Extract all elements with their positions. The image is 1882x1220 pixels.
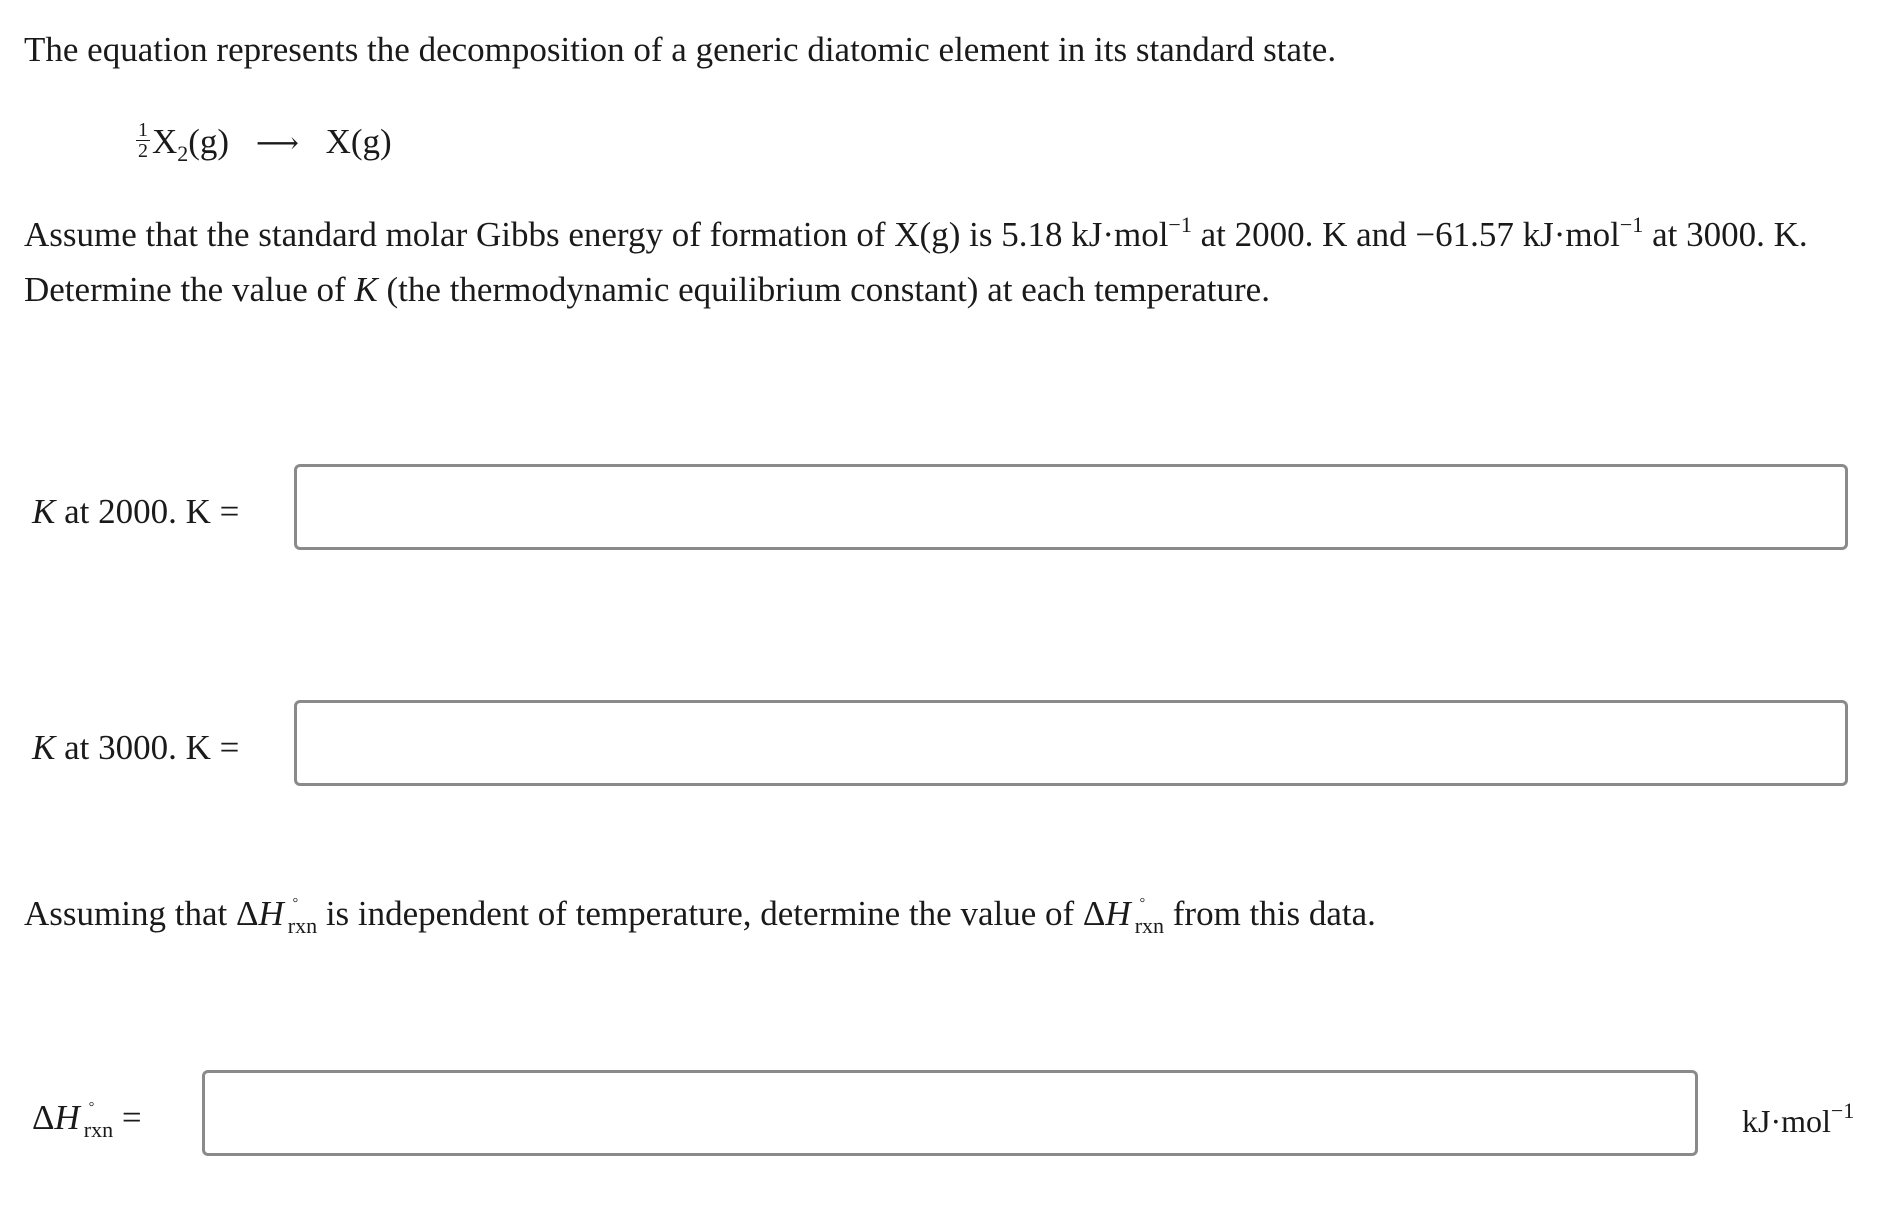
fraction-numerator: 1 xyxy=(138,119,148,142)
unit-exponent-2: −1 xyxy=(1619,212,1644,237)
k2000-symbol: K xyxy=(32,492,56,531)
reactant-state: (g) xyxy=(188,122,230,161)
enthalpy-symbol-3 xyxy=(54,1098,94,1138)
instruction-text-a: Determine the value of xyxy=(24,270,355,309)
delta-symbol: Δ xyxy=(32,1098,55,1137)
enthalpy-answer-label xyxy=(32,1098,142,1143)
enthalpy-unit xyxy=(1742,1098,1854,1140)
k3000-label xyxy=(32,728,239,768)
standard-degree-3: ° xyxy=(88,1100,94,1115)
equals-sign: = xyxy=(113,1098,142,1137)
intro-text: The equation represents the decomposition of a generic diatomic element in its standard state. xyxy=(24,30,1337,69)
k3000-answer-input[interactable] xyxy=(294,700,1848,786)
reaction-equation xyxy=(136,119,392,167)
standard-degree-2: ° xyxy=(1139,896,1145,911)
reactant-symbol: X xyxy=(152,122,178,161)
instruction-line xyxy=(24,270,1270,310)
rxn-subscript-2: rxn xyxy=(1134,913,1165,938)
k3000-symbol: K xyxy=(32,728,56,767)
unit-exponent: −1 xyxy=(1830,1098,1855,1123)
k2000-answer-input[interactable] xyxy=(294,464,1848,550)
reaction-arrow-icon: ⟶ xyxy=(255,127,299,160)
instruction-k-symbol: K xyxy=(354,270,378,309)
enthalpy-prompt-text-2: is independent of temperature, determine the value of Δ xyxy=(317,894,1106,933)
given-data-paragraph xyxy=(24,212,1808,255)
unit-exponent-1: −1 xyxy=(1168,212,1192,237)
rxn-subscript-1: rxn xyxy=(287,913,318,938)
enthalpy-prompt-text-1: Assuming that Δ xyxy=(24,894,259,933)
unit-text: kJ·mol xyxy=(1742,1103,1831,1139)
enthalpy-prompt-text-3: from this data. xyxy=(1164,894,1376,933)
fraction-denominator: 2 xyxy=(138,140,148,163)
enthalpy-answer-input[interactable] xyxy=(202,1070,1698,1156)
enthalpy-symbol-2 xyxy=(1105,894,1145,934)
enthalpy-h-2: H xyxy=(1105,894,1131,933)
k2000-label xyxy=(32,492,239,532)
given-text-2: at 2000. K and −61.57 kJ·mol xyxy=(1191,215,1620,254)
reactant-subscript: 2 xyxy=(177,141,189,166)
enthalpy-symbol-1 xyxy=(258,894,298,934)
product: X(g) xyxy=(325,122,392,161)
instruction-text-b: (the thermodynamic equilibrium constant) at each temperature. xyxy=(377,270,1270,309)
k3000-label-text: at 3000. K = xyxy=(55,728,240,767)
given-text-3: at 3000. K. xyxy=(1643,215,1808,254)
given-text-1: Assume that the standard molar Gibbs energy of formation of X(g) is 5.18 kJ·mol xyxy=(24,215,1169,254)
enthalpy-prompt xyxy=(24,894,1376,939)
k2000-label-text: at 2000. K = xyxy=(55,492,240,531)
rxn-subscript-3: rxn xyxy=(83,1117,114,1142)
half-fraction xyxy=(136,120,150,161)
enthalpy-h-3: H xyxy=(54,1098,80,1137)
standard-degree-1: ° xyxy=(292,896,298,911)
enthalpy-h-1: H xyxy=(258,894,284,933)
